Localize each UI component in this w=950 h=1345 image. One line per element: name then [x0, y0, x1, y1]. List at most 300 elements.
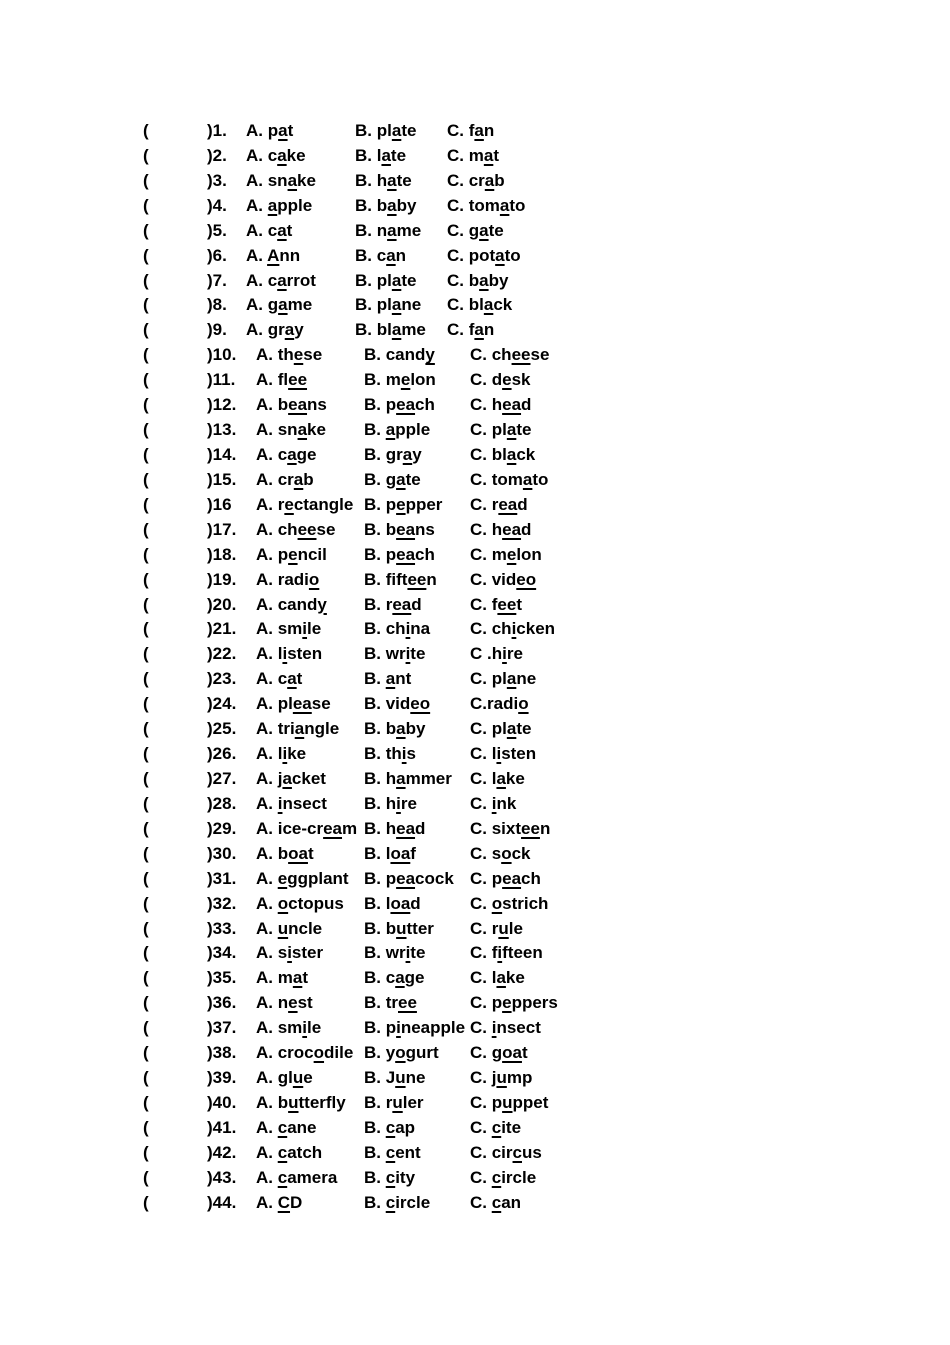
option-b: B. peacock [364, 868, 454, 888]
answer-bracket: ( [143, 220, 149, 240]
underlined-letters: i [287, 943, 292, 963]
answer-bracket: ( [143, 195, 149, 215]
question-number: )27. [207, 768, 237, 788]
question-number: )14. [207, 444, 237, 464]
underlined-letters: a [499, 195, 510, 215]
underlined-letters: ee [288, 370, 308, 390]
question-number: )41. [207, 1117, 237, 1137]
underlined-letters: ea [292, 694, 312, 714]
underlined-letters: a [522, 469, 533, 489]
underlined-letters: a [396, 768, 406, 788]
underlined-letters: y [317, 594, 327, 614]
underlined-letters: o [395, 1043, 406, 1063]
answer-bracket: ( [143, 170, 149, 190]
question-row [0, 667, 950, 692]
option-b: B. melon [364, 370, 436, 390]
option-a: A. like [256, 744, 307, 764]
question-row [0, 1116, 950, 1141]
underlined-letters: a [395, 968, 405, 988]
answer-bracket: ( [143, 1117, 149, 1137]
underlined-letters: a [387, 220, 397, 240]
question-row [0, 617, 950, 642]
option-b: B. load [364, 893, 421, 913]
question-number: )9. [207, 320, 227, 340]
underlined-letters: u [396, 918, 407, 938]
answer-bracket: ( [143, 918, 149, 938]
option-b: B. peach [364, 544, 435, 564]
underlined-letters: e [288, 544, 298, 564]
question-number: )4. [207, 195, 227, 215]
underlined-letters: ea [323, 818, 343, 838]
question-row [0, 468, 950, 493]
question-row [0, 842, 950, 867]
question-number: )22. [207, 644, 237, 664]
underlined-letters: i [405, 644, 411, 664]
underlined-letters: ee [407, 569, 427, 589]
underlined-letters: a [479, 220, 489, 240]
underlined-letters: c [491, 1192, 502, 1212]
underlined-letters: i [396, 793, 401, 813]
option-a: A. uncle [256, 918, 323, 938]
option-a: A. please [256, 694, 331, 714]
answer-bracket: ( [143, 768, 149, 788]
question-row [0, 642, 950, 667]
answer-bracket: ( [143, 444, 149, 464]
answer-bracket: ( [143, 519, 149, 539]
underlined-letters: e [502, 370, 512, 390]
underlined-letters: e [288, 993, 298, 1013]
underlined-letters: oa [288, 843, 308, 863]
question-number: )37. [207, 1018, 237, 1038]
question-row [0, 767, 950, 792]
question-number: )40. [207, 1092, 237, 1112]
option-a: A. crocodile [256, 1043, 354, 1063]
underlined-letters: i [511, 619, 517, 639]
question-row [0, 169, 950, 194]
question-number: )21. [207, 619, 237, 639]
underlined-letters: a [387, 195, 397, 215]
option-c: C. potato [447, 245, 521, 265]
answer-bracket: ( [143, 793, 149, 813]
question-number: )6. [207, 245, 227, 265]
underlined-letters: i [282, 644, 288, 664]
question-number: )39. [207, 1068, 237, 1088]
option-a: A. catch [256, 1142, 323, 1162]
underlined-letters: a [391, 121, 402, 140]
option-c: C. video [470, 569, 537, 589]
question-row [0, 1041, 950, 1066]
answer-bracket: ( [143, 1167, 149, 1187]
option-b: B. baby [355, 195, 417, 215]
option-c: C. insect [470, 1018, 541, 1038]
option-c: C. listen [470, 744, 537, 764]
worksheet [0, 119, 950, 1216]
underlined-letters: i [491, 793, 497, 813]
question-row [0, 817, 950, 842]
option-a: A. snake [256, 420, 326, 440]
option-b: B. butter [364, 918, 434, 938]
question-number: )44. [207, 1192, 237, 1212]
option-b: B. late [355, 145, 407, 165]
underlined-letters: ea [502, 395, 522, 415]
question-row [0, 493, 950, 518]
answer-bracket: ( [143, 669, 149, 689]
answer-bracket: ( [143, 993, 149, 1013]
underlined-letters: e [396, 494, 406, 514]
option-b: B. write [364, 943, 426, 963]
underlined-letters: u [498, 918, 509, 938]
option-a: A. cheese [256, 519, 336, 539]
option-c: C. puppet [470, 1092, 549, 1112]
underlined-letters: e [506, 544, 517, 564]
underlined-letters: c [491, 1117, 502, 1137]
question-row [0, 966, 950, 991]
underlined-letters: c [385, 1142, 396, 1162]
answer-bracket: ( [143, 395, 149, 415]
underlined-letters: o [313, 1043, 325, 1063]
answer-bracket: ( [143, 843, 149, 863]
underlined-letters: oa [390, 893, 411, 913]
question-number: )20. [207, 594, 237, 614]
underlined-letters: ee [297, 519, 317, 539]
underlined-letters: a [292, 968, 303, 988]
underlined-letters: ee [521, 818, 540, 838]
option-b: B. plane [355, 295, 422, 315]
question-row [0, 1166, 950, 1191]
question-number: )35. [207, 968, 237, 988]
answer-bracket: ( [143, 494, 149, 514]
question-number: )2. [207, 145, 227, 165]
option-a: A. apple [246, 195, 313, 215]
option-a: A. these [256, 345, 323, 365]
option-c: C. crab [447, 170, 505, 190]
option-b: B. pepper [364, 494, 443, 514]
question-number: )29. [207, 818, 237, 838]
question-row [0, 568, 950, 593]
question-row [0, 393, 950, 418]
option-a: A. pencil [256, 544, 327, 564]
underlined-letters: a [387, 170, 397, 190]
underlined-letters: a [483, 145, 494, 165]
answer-bracket: ( [143, 469, 149, 489]
question-number: )18. [207, 544, 237, 564]
underlined-letters: u [392, 1092, 403, 1112]
option-b: B. pineapple [364, 1018, 466, 1038]
option-a: A. gray [246, 320, 304, 340]
answer-bracket: ( [143, 295, 149, 315]
option-b: B. name [355, 220, 422, 240]
option-b: B. yogurt [364, 1043, 439, 1063]
underlined-letters: ea [396, 519, 416, 539]
option-b: B. can [355, 245, 407, 265]
underlined-letters: a [287, 170, 298, 190]
answer-bracket: ( [143, 569, 149, 589]
underlined-letters: u [277, 918, 289, 938]
question-row [0, 518, 950, 543]
option-b: B. cage [364, 968, 425, 988]
option-b: B. cap [364, 1117, 416, 1137]
option-c: C. chicken [470, 619, 556, 639]
option-c: C. fifteen [470, 943, 543, 963]
question-row [0, 692, 950, 717]
underlined-letters: a [284, 320, 295, 340]
option-c: C. lake [470, 968, 525, 988]
option-a: A. jacket [256, 768, 326, 788]
underlined-letters: u [395, 1068, 406, 1088]
underlined-letters: a [506, 719, 517, 739]
question-row [0, 917, 950, 942]
option-b: B. plate [355, 121, 417, 140]
underlined-letters: eo [516, 569, 537, 589]
option-b: B. hire [364, 793, 417, 813]
option-c: C. baby [447, 270, 509, 290]
question-number: )8. [207, 295, 227, 315]
underlined-letters: i [302, 1018, 308, 1038]
option-b: B. cent [364, 1142, 421, 1162]
underlined-letters: e [502, 993, 512, 1013]
underlined-letters: a [293, 469, 304, 489]
underlined-letters: a [402, 444, 413, 464]
underlined-letters: a [483, 295, 494, 315]
underlined-letters: a [506, 669, 517, 689]
option-c: C. can [470, 1192, 522, 1212]
option-a: A. octopus [256, 893, 344, 913]
option-b: B. circle [364, 1192, 431, 1212]
question-row [0, 792, 950, 817]
question-number: )34. [207, 943, 237, 963]
option-c: C. black [470, 444, 536, 464]
option-a: A. cat [246, 220, 293, 240]
option-c: C. black [447, 295, 513, 315]
answer-bracket: ( [143, 1043, 149, 1063]
option-c: C. desk [470, 370, 531, 390]
question-row [0, 742, 950, 767]
question-row [0, 1066, 950, 1091]
question-number: )3. [207, 170, 227, 190]
question-number: )1. [207, 121, 227, 140]
answer-bracket: ( [143, 544, 149, 564]
underlined-letters: i [405, 619, 411, 639]
option-b: B. gray [364, 444, 422, 464]
option-c: C.radio [470, 694, 529, 714]
option-a: A. snake [246, 170, 316, 190]
question-number: )15. [207, 469, 237, 489]
question-row [0, 269, 950, 294]
answer-bracket: ( [143, 145, 149, 165]
answer-bracket: ( [143, 420, 149, 440]
question-number: )7. [207, 270, 227, 290]
question-row [0, 144, 950, 169]
question-row [0, 219, 950, 244]
option-a: A. boat [256, 843, 314, 863]
question-number: )31. [207, 868, 237, 888]
underlined-letters: oa [502, 1043, 522, 1063]
underlined-letters: e [284, 494, 294, 514]
question-number: )28. [207, 793, 237, 813]
underlined-letters: c [385, 1167, 396, 1187]
option-c: C. rule [470, 918, 523, 938]
underlined-letters: a [277, 220, 287, 240]
option-b: B. read [364, 594, 422, 614]
underlined-letters: ea [396, 868, 416, 888]
underlined-letters: i [302, 619, 308, 639]
option-c: C. sixteen [470, 818, 551, 838]
option-a: A. nest [256, 993, 313, 1013]
option-c: C. fan [447, 320, 495, 340]
underlined-letters: a [479, 270, 489, 290]
option-b: B. this [364, 744, 416, 764]
option-b: B. ant [364, 669, 412, 689]
option-a: A. camera [256, 1167, 338, 1187]
option-b: B. tree [364, 993, 417, 1013]
option-c: C. plate [470, 420, 532, 440]
underlined-letters: ea [288, 395, 308, 415]
underlined-letters: a [278, 121, 288, 140]
underlined-letters: y [425, 345, 435, 365]
underlined-letters: i [502, 644, 507, 664]
option-c: C. cheese [470, 345, 550, 365]
underlined-letters: c [277, 1142, 288, 1162]
option-a: A. smile [256, 1018, 322, 1038]
underlined-letters: a [297, 420, 308, 440]
question-row [0, 418, 950, 443]
option-c: C. plate [470, 719, 532, 739]
option-b: B. write [364, 644, 426, 664]
answer-bracket: ( [143, 320, 149, 340]
option-a: A. radio [256, 569, 320, 589]
option-c: C. read [470, 494, 528, 514]
underlined-letters: i [396, 1018, 401, 1038]
option-a: A. listen [256, 644, 323, 664]
underlined-letters: a [278, 295, 288, 315]
underlined-letters: eo [410, 694, 431, 714]
underlined-letters: a [267, 195, 278, 215]
underlined-letters: a [277, 145, 287, 165]
question-number: )38. [207, 1043, 237, 1063]
question-row [0, 443, 950, 468]
underlined-letters: a [277, 270, 287, 290]
underlined-letters: oa [390, 843, 411, 863]
answer-bracket: ( [143, 121, 149, 140]
underlined-letters: i [282, 744, 288, 764]
option-a: A. cane [256, 1117, 317, 1137]
underlined-letters: a [385, 669, 396, 689]
underlined-letters: C [277, 1192, 291, 1212]
question-number: )11. [207, 370, 236, 390]
answer-bracket: ( [143, 893, 149, 913]
option-a: A. cat [256, 669, 303, 689]
underlined-letters: ea [396, 395, 416, 415]
option-b: B. apple [364, 420, 431, 440]
question-number: )36. [207, 993, 237, 1013]
underlined-letters: u [292, 1068, 304, 1088]
option-b: B. June [364, 1068, 426, 1088]
question-number: )10. [207, 345, 237, 365]
underlined-letters: o [518, 694, 529, 714]
question-row [0, 293, 950, 318]
underlined-letters: e [400, 370, 411, 390]
underlined-letters: i [401, 744, 407, 764]
question-number: )30. [207, 843, 237, 863]
question-row [0, 343, 950, 368]
underlined-letters: ea [498, 494, 518, 514]
underlined-letters: ee [511, 345, 531, 365]
question-row [0, 892, 950, 917]
option-a: A. glue [256, 1068, 313, 1088]
underlined-letters: a [474, 320, 484, 340]
option-c: C. jump [470, 1068, 533, 1088]
question-number: )12. [207, 395, 237, 415]
option-c: C. tomato [470, 469, 549, 489]
underlined-letters: i [496, 744, 502, 764]
option-a: A. pat [246, 121, 294, 140]
option-a: A. game [246, 295, 313, 315]
underlined-letters: a [381, 145, 391, 165]
underlined-letters: i [491, 1018, 497, 1038]
question-number: )5. [207, 220, 227, 240]
question-number: )24. [207, 694, 237, 714]
underlined-letters: a [294, 719, 305, 739]
option-a: A. rectangle [256, 494, 354, 514]
option-b: B. city [364, 1167, 416, 1187]
question-row [0, 867, 950, 892]
underlined-letters: c [512, 1142, 522, 1162]
underlined-letters: a [474, 121, 484, 140]
underlined-letters: a [287, 444, 297, 464]
option-a: A. butterfly [256, 1092, 346, 1112]
underlined-letters: e [277, 868, 288, 888]
underlined-letters: a [506, 444, 517, 464]
underlined-letters: u [496, 1068, 507, 1088]
option-a: A. CD [256, 1192, 303, 1212]
underlined-letters: a [496, 968, 506, 988]
option-b: B. china [364, 619, 431, 639]
answer-bracket: ( [143, 694, 149, 714]
answer-bracket: ( [143, 1018, 149, 1038]
answer-bracket: ( [143, 245, 149, 265]
underlined-letters: c [385, 1192, 396, 1212]
option-b: B. loaf [364, 843, 416, 863]
option-a: A. eggplant [256, 868, 349, 888]
option-b: B. candy [364, 345, 435, 365]
option-b: B. video [364, 694, 431, 714]
underlined-letters: ee [398, 993, 417, 1013]
answer-bracket: ( [143, 1092, 149, 1112]
option-a: A. crab [256, 469, 314, 489]
option-a: A. triangle [256, 719, 340, 739]
option-b: B. beans [364, 519, 435, 539]
question-row [0, 941, 950, 966]
option-b: B. blame [355, 320, 426, 340]
answer-bracket: ( [143, 943, 149, 963]
answer-bracket: ( [143, 644, 149, 664]
underlined-letters: c [277, 1167, 288, 1187]
underlined-letters: a [385, 420, 396, 440]
question-row [0, 1016, 950, 1041]
question-number: )33. [207, 918, 237, 938]
underlined-letters: o [491, 893, 503, 913]
underlined-letters: a [391, 270, 402, 290]
underlined-letters: e [293, 345, 304, 365]
option-b: B. fifteen [364, 569, 437, 589]
underlined-letters: u [502, 1092, 513, 1112]
question-number: )43. [207, 1167, 237, 1187]
underlined-letters: o [308, 569, 320, 589]
underlined-letters: A [267, 245, 280, 265]
option-c: C. head [470, 519, 532, 539]
option-c: C. fan [447, 121, 495, 140]
answer-bracket: ( [143, 370, 149, 390]
